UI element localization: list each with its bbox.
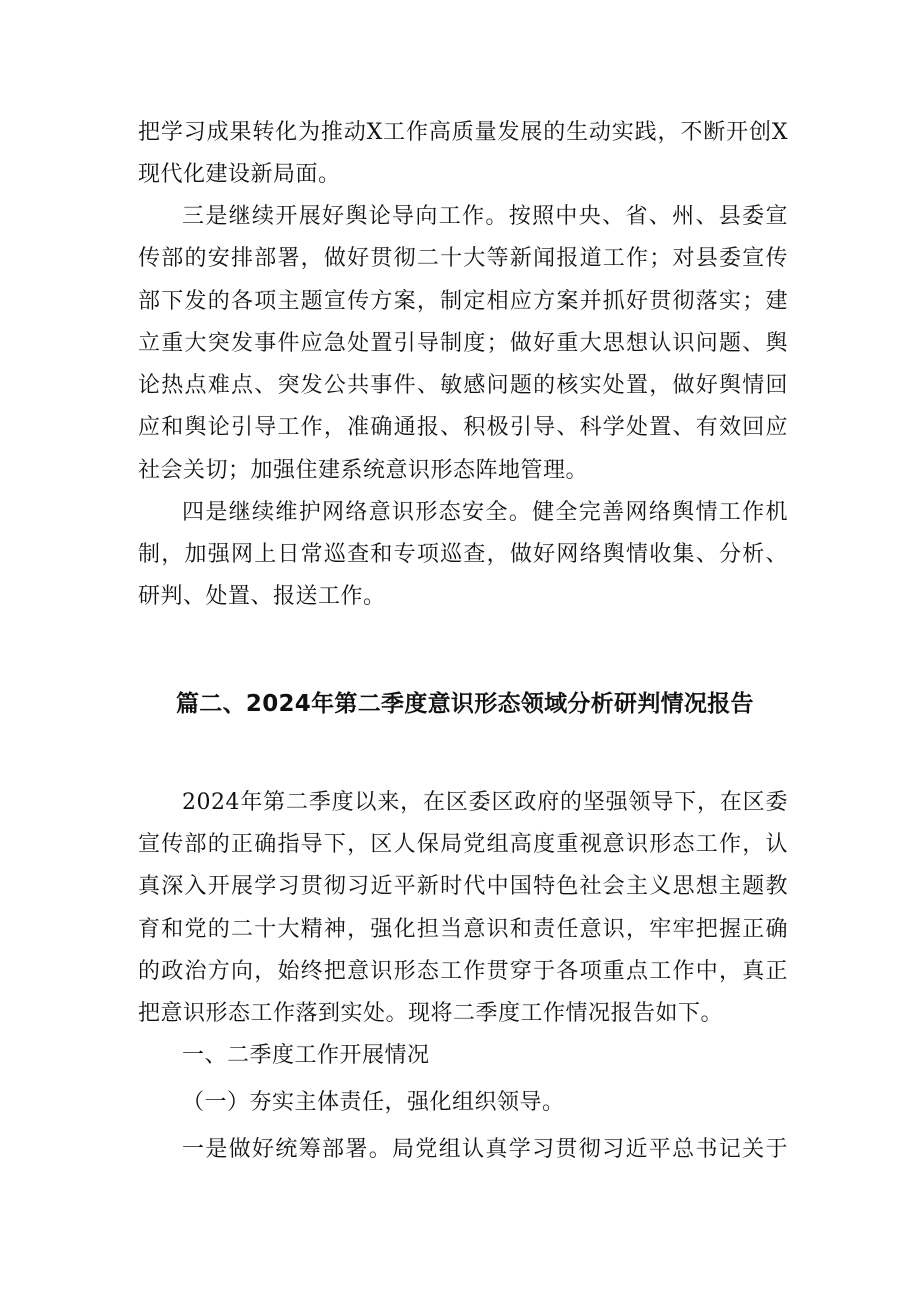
article-heading: 篇二、2024年第二季度意识形态领域分析研判情况报告 (176, 691, 754, 717)
paragraph-line: 论热点难点、突发公共事件、敏感问题的核实处置，做好舆情回 (138, 373, 788, 398)
paragraph-line: 部下发的各项主题宣传方案，制定相应方案并抓好贯彻落实；建 (138, 289, 788, 314)
paragraph-line: 制，加强网上日常巡查和专项巡查，做好网络舆情收集、分析、 (138, 542, 788, 567)
paragraph-line: 2024年第二季度以来，在区委区政府的坚强领导下，在区委 (182, 790, 788, 815)
paragraph-line: 传部的安排部署，做好贯彻二十大等新闻报道工作；对县委宣传 (138, 246, 788, 271)
paragraph-line: 应和舆论引导工作，准确通报、积极引导、科学处置、有效回应 (138, 415, 788, 440)
paragraph-line: 立重大突发事件应急处置引导制度；做好重大思想认识问题、舆 (138, 331, 788, 356)
paragraph-line: 把意识形态工作落到实处。现将二季度工作情况报告如下。 (138, 1001, 724, 1026)
paragraph-line: 育和党的二十大精神，强化担当意识和责任意识，牢牢把握正确 (138, 917, 788, 942)
paragraph-line: 三是继续开展好舆论导向工作。按照中央、省、州、县委宣 (182, 204, 788, 229)
paragraph-line: 研判、处置、报送工作。 (138, 584, 386, 609)
paragraph-line: 现代化建设新局面。 (138, 162, 341, 187)
paragraph-line: 把学习成果转化为推动X工作高质量发展的生动实践，不断开创X (138, 120, 788, 145)
paragraph-line: 真深入开展学习贯彻习近平新时代中国特色社会主义思想主题教 (138, 874, 788, 899)
section-title: 一、二季度工作开展情况 (182, 1043, 430, 1068)
paragraph-line: 一是做好统筹部署。局党组认真学习贯彻习近平总书记关于 (182, 1137, 788, 1162)
paragraph-line: 的政治方向，始终把意识形态工作贯穿于各项重点工作中，真正 (138, 959, 788, 984)
sub-section-title: （一）夯实主体责任，强化组织领导。 (182, 1090, 565, 1115)
paragraph-line: 社会关切；加强住建系统意识形态阵地管理。 (138, 458, 589, 483)
paragraph-line: 四是继续维护网络意识形态安全。健全完善网络舆情工作机 (182, 500, 788, 525)
paragraph-line: 宣传部的正确指导下，区人保局党组高度重视意识形态工作，认 (138, 832, 788, 857)
